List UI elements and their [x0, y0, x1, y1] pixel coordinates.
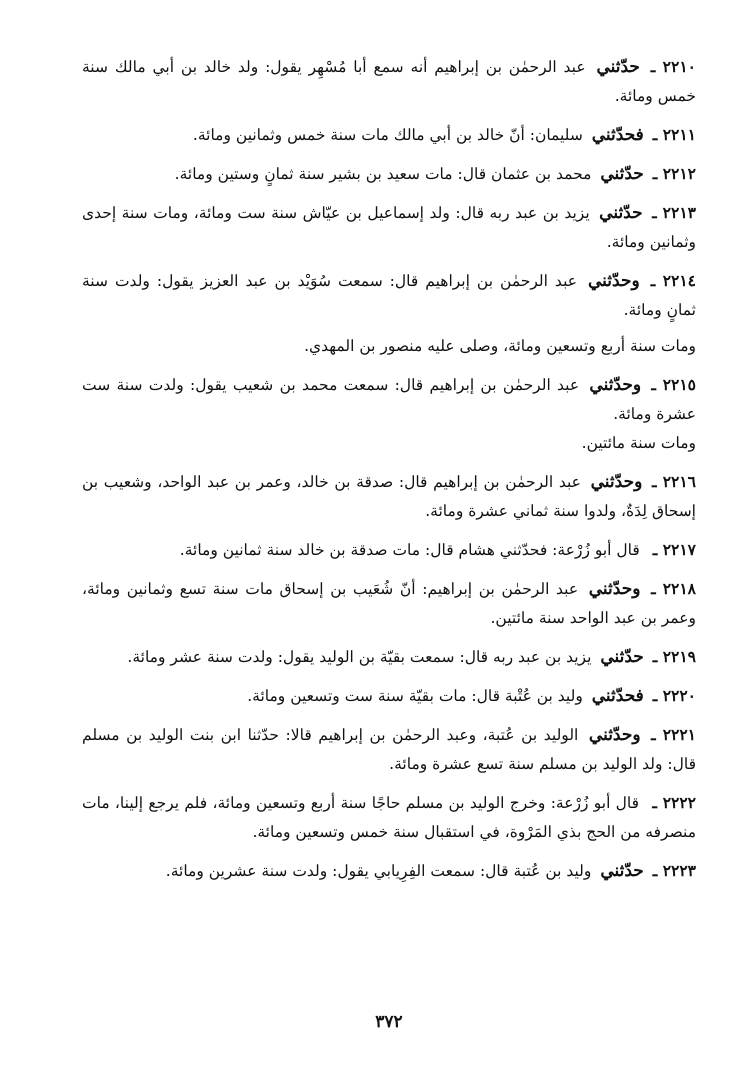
entry-text: وليد بن عُتبة قال: سمعت الفِرِيابي يقول: ولدت سنة عشرين ومائة.	[165, 862, 592, 880]
entry-2222	[82, 788, 696, 847]
entry-number: ٢٢٢٣ ـ	[652, 861, 696, 880]
entry-number: ٢٢٢٠ ـ	[652, 686, 696, 705]
entry-text: قال أبو زُرْعة: وخرج الوليد بن مسلم حاجًا سنة أربع وتسعين ومائة، فلم يرجع إلينا، مات منصرفه من الحج بذي المَرْوة، في استقبال سنة خمس وتسعين ومائة.	[82, 794, 696, 841]
entry-keyword: وحدّثني	[588, 579, 641, 599]
entry-text: قال أبو زُرْعة: فحدّثني هشام قال: مات صدقة بن خالد سنة ثمانين ومائة.	[179, 541, 640, 559]
entry-2221	[82, 720, 696, 779]
entry-keyword: حدّثني	[600, 164, 644, 184]
entry-keyword: وحدّثني	[589, 375, 642, 395]
entry-keyword: وحدّثني	[590, 472, 643, 492]
entry-text: يزيد بن عبد ربه قال: ولد إسماعيل بن عيّاش سنة ست ومائة، ومات سنة إحدى وثمانين ومائة.	[82, 204, 696, 251]
entry-keyword: فحدّثني	[591, 125, 644, 145]
entry-2215	[82, 370, 696, 429]
entry-keyword: فحدّثني	[591, 686, 644, 706]
entry-keyword: حدّثني	[596, 57, 640, 77]
entry-number: ٢٢١٨ ـ	[651, 579, 697, 598]
entry-text: الوليد بن عُتبة، وعبد الرحمٰن بن إبراهيم قالا: حدّثنا ابن بنت الوليد بن مسلم قال: ولد الوليد بن مسلم سنة تسع عشرة ومائة.	[82, 726, 696, 773]
entry-number: ٢٢١٠ ـ	[650, 57, 696, 76]
entry-text: محمد بن عثمان قال: مات سعيد بن بشير سنة ثمانٍ وستين ومائة.	[174, 165, 592, 183]
entry-2214	[82, 266, 696, 325]
entry-number: ٢٢٢٢ ـ	[652, 793, 697, 812]
entry-number: ٢٢١٤ ـ	[650, 271, 697, 290]
entry-2215-note: ومات سنة مائتين.	[581, 434, 696, 452]
entry-number: ٢٢١٢ ـ	[652, 164, 696, 183]
entry-keyword: حدّثني	[599, 203, 643, 223]
entry-2211	[82, 120, 696, 150]
entry-2217	[82, 535, 696, 565]
page-number: ٣٧٢	[375, 1012, 403, 1032]
entry-number: ٢٢١٦ ـ	[652, 472, 697, 491]
entry-number: ٢٢٢١ ـ	[651, 725, 697, 744]
entry-text: عبد الرحمٰن بن إبراهيم قال: سمعت سُوَيْد بن عبد العزيز يقول: ولدت سنة ثمانٍ ومائة.	[82, 272, 696, 319]
entry-number: ٢٢١٧ ـ	[652, 540, 696, 559]
entry-text: سليمان: أنّ خالد بن أبي مالك مات سنة خمس وثمانين ومائة.	[192, 126, 583, 144]
entry-2219	[82, 642, 696, 672]
entry-number: ٢٢١١ ـ	[652, 125, 696, 144]
entry-2212	[82, 159, 696, 189]
entry-2210	[82, 52, 696, 111]
entry-2218	[82, 574, 696, 633]
entry-number: ٢٢١٣ ـ	[652, 203, 696, 222]
entry-keyword: حدّثني	[600, 861, 644, 881]
entry-2216	[82, 467, 696, 526]
entry-keyword: حدّثني	[600, 647, 644, 667]
entry-text: عبد الرحمٰن بن إبراهيم: أنّ شُعَيب بن إسحاق مات سنة تسع وثمانين ومائة، وعمر بن عبد الواحد سنة مائتين.	[82, 580, 696, 627]
entry-number: ٢٢١٥ ـ	[651, 375, 697, 394]
entry-2214-note: ومات سنة أربع وتسعين ومائة، وصلى عليه منصور بن المهدي.	[304, 337, 696, 355]
entry-text: يزيد بن عبد ربه قال: سمعت بقيّة بن الوليد يقول: ولدت سنة عشر ومائة.	[127, 648, 592, 666]
entry-text: وليد بن عُتْبة قال: مات بقيّة سنة ست وتسعين ومائة.	[247, 687, 583, 705]
entry-2220	[82, 681, 696, 711]
entry-keyword	[640, 540, 644, 560]
entry-text: عبد الرحمٰن بن إبراهيم أنه سمع أبا مُسْهِر يقول: ولد خالد بن أبي مالك سنة خمس ومائة.	[82, 58, 696, 105]
entry-number: ٢٢١٩ ـ	[652, 647, 696, 666]
entry-keyword: وحدّثني	[588, 271, 640, 291]
entry-text: عبد الرحمٰن بن إبراهيم قال: سمعت محمد بن شعيب يقول: ولدت سنة ست عشرة ومائة.	[82, 376, 696, 423]
entry-keyword	[639, 793, 643, 813]
document-page	[82, 52, 696, 1052]
entry-keyword: وحدّثني	[588, 725, 641, 745]
entry-2223	[82, 856, 696, 886]
entry-2213	[82, 198, 696, 257]
entry-text: عبد الرحمٰن بن إبراهيم قال: صدقة بن خالد، وعمر بن عبد الواحد، وشعيب بن إسحاق لِدَةٌ، ولدوا سنة ثماني عشرة ومائة.	[82, 473, 696, 520]
